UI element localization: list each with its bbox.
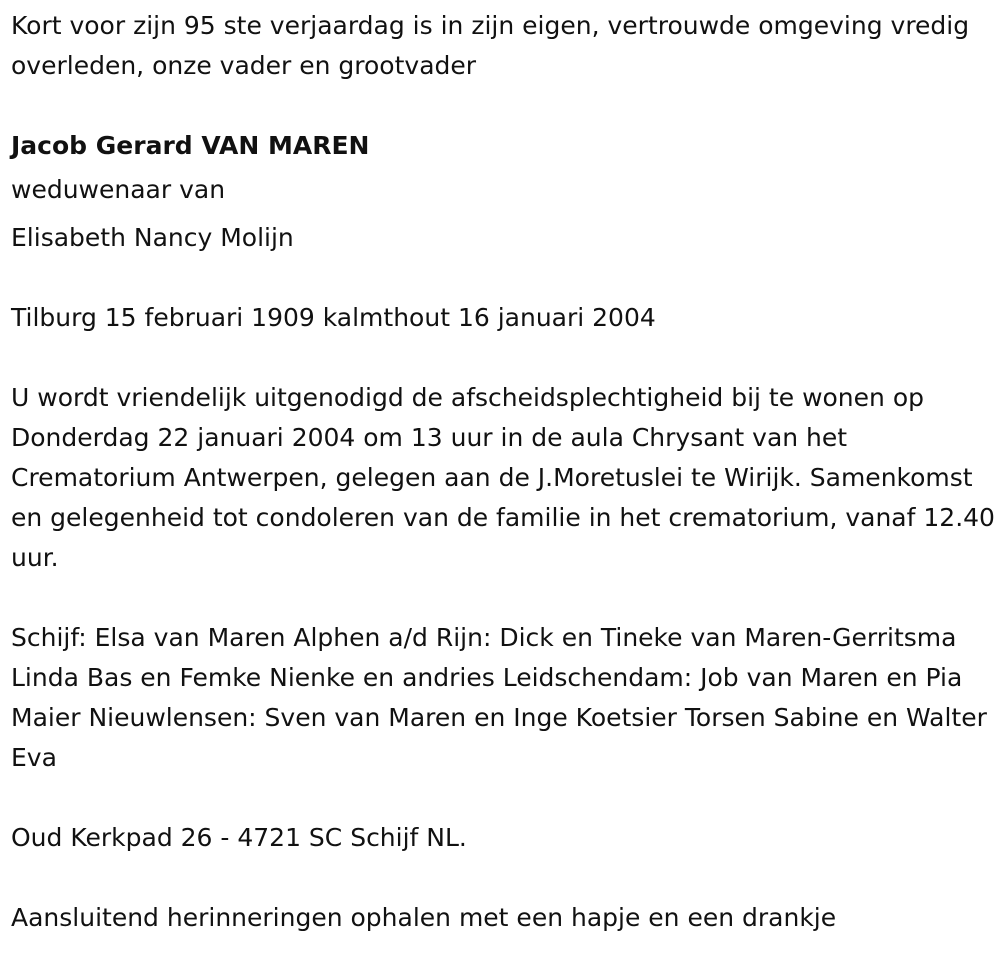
birth-death-line: Tilburg 15 februari 1909 kalmthout 16 januari 2004	[11, 303, 656, 332]
spacer	[11, 338, 1000, 378]
closing-line: Aansluitend herinneringen ophalen met een hapje en een drankje	[11, 903, 837, 932]
spacer	[11, 258, 1000, 298]
spacer	[11, 778, 1000, 818]
deceased-name: Jacob Gerard VAN MAREN	[11, 131, 370, 160]
intro-text: Kort voor zijn 95 ste verjaardag is in zijn eigen, vertrouwde omgeving vredig overleden, onze vader en grootvader	[11, 11, 970, 80]
family-text: Schijf: Elsa van Maren Alphen a/d Rijn: Dick en Tineke van Maren-Gerritsma Linda Bas en Femke Nienke en andries Leidschendam: Job van Maren en Pia Maier Nieuwlensen: Sven van Maren en Inge Koetsier Torsen Sabine en Walter Eva	[11, 623, 987, 772]
address-line: Oud Kerkpad 26 - 4721 SC Schijf NL.	[11, 823, 467, 852]
spouse-name: Elisabeth Nancy Molijn	[11, 223, 294, 252]
spacer	[11, 858, 1000, 898]
relation-label: weduwenaar van	[11, 175, 226, 204]
spacer	[11, 578, 1000, 618]
invitation-text: U wordt vriendelijk uitgenodigd de afscheidsplechtigheid bij te wonen op Donderdag 22 januari 2004 om 13 uur in de aula Chrysant van het Crematorium Antwerpen, gelegen aan de J.Moretuslei te Wirijk. Samenkomst en gelegenheid tot condoleren van de familie in het crematorium, vanaf 12.40 uur.	[11, 383, 995, 572]
